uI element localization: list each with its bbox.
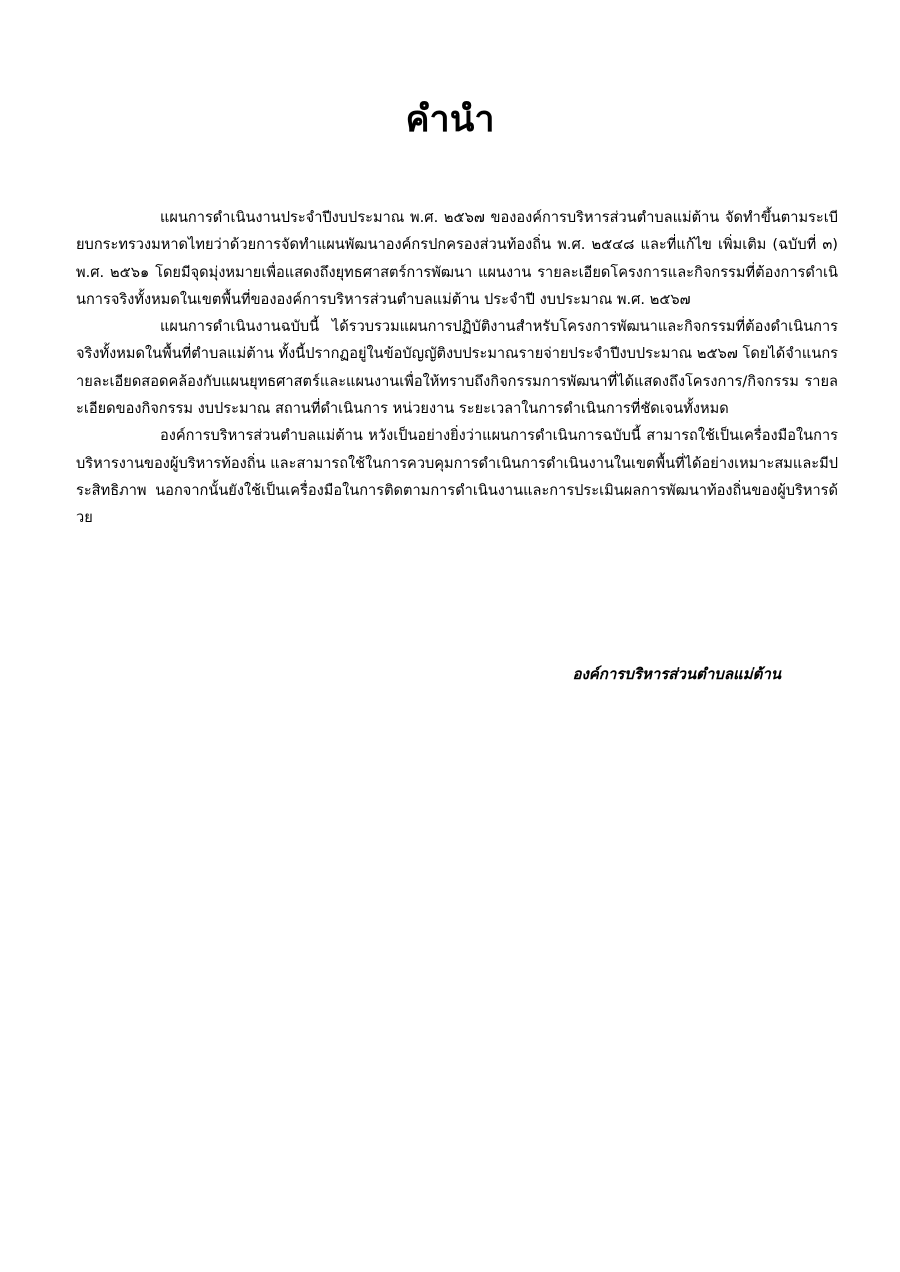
signature-organization: องค์การบริหารส่วนตำบลแม่ต้าน [572,665,781,683]
foreword-body [76,204,838,532]
page-title: คำนำ [405,99,495,140]
paragraph-2: แผนการดำเนินงานฉบับนี้ ได้รวบรวมแผนการปฏิบัติงานสำหรับโครงการพัฒนาและกิจกรรมที่ต้องดำเนินการจริงทั้งหมดในพื้นที่ตำบลแม่ต้าน ทั้งนี้ปรากฏอยู่ในข้อบัญญัติงบประมาณรายจ่ายประจำปีงบประมาณ ๒๕๖๗ โดยได้จำแนกรายละเอียดสอดคล้องกับแผนยุทธศาสตร์และแผนงานเพื่อให้ทราบถึงกิจกรรมการพัฒนาที่ได้แสดงถึงโครงการ/กิจกรรม รายละเอียดของกิจกรรม งบประมาณ สถานที่ดำเนินการ หน่วยงาน ระยะเวลาในการดำเนินการที่ชัดเจนทั้งหมด [76,318,838,418]
paragraph-3: องค์การบริหารส่วนตำบลแม่ต้าน หวังเป็นอย่างยิ่งว่าแผนการดำเนินการฉบับนี้ สามารถใช้เป็นเครื่องมือในการบริหารงานของผู้บริหารท้องถิ่น และสามารถใช้ในการควบคุมการดำเนินการดำเนินงานในเขตพื้นที่ได้อย่างเหมาะสมและมีประสิทธิภาพ นอกจากนั้นยังใช้เป็นเครื่องมือในการติดตามการดำเนินงานและการประเมินผลการพัฒนาท้องถิ่นของผู้บริหารด้วย [76,427,838,527]
paragraph-1: แผนการดำเนินงานประจำปีงบประมาณ พ.ศ. ๒๕๖๗ ขององค์การบริหารส่วนตำบลแม่ต้าน จัดทำขึ้นตามระเบียบกระทรวงมหาดไทยว่าด้วยการจัดทำแผนพัฒนาองค์กรปกครองส่วนท้องถิ่น พ.ศ. ๒๕๔๘ และที่แก้ไข เพิ่มเติม (ฉบับที่ ๓) พ.ศ. ๒๕๖๑ โดยมีจุดมุ่งหมายเพื่อแสดงถึงยุทธศาสตร์การพัฒนา แผนงาน รายละเอียดโครงการและกิจกรรมที่ต้องการดำเนินการจริงทั้งหมดในเขตพื้นที่ขององค์การบริหารส่วนตำบลแม่ต้าน ประจำปี งบประมาณ พ.ศ. ๒๕๖๗ [76,209,838,308]
